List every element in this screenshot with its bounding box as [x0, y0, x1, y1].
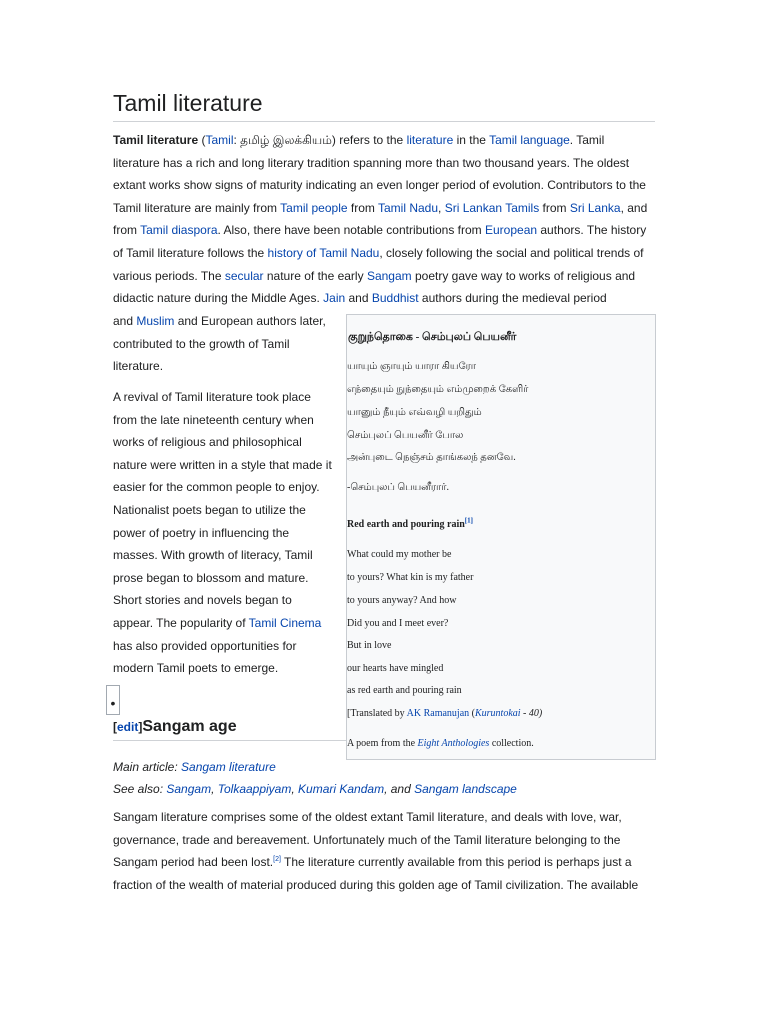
- lead-paragraph: Tamil literature (Tamil: தமிழ் இலக்கியம்) refers to the literature in the Tamil language. Tamil literature has a rich and long literary tradition spanning more than two thousand years. The oldest extant works show signs of maturity indicating an even longer period of evolution. Contributors to the Tamil literature are mainly from Tamil people from Tamil Nadu, Sri Lankan Tamils from Sri Lanka, and from Tamil diaspora. Also, there have been notable contributions from European authors. The history of Tamil literature follows the history of Tamil Nadu, closely following the social and political trends of various periods. The secular nature of the early Sangam poetry gave way to works of religious and didactic nature during the Middle Ages. Jain and Buddhist authors during the medieval period: [113, 133, 648, 306]
- link-sangam-literature[interactable]: Sangam literature: [181, 760, 276, 774]
- revival-paragraph: A revival of Tamil literature took place from the late nineteenth century when works of religious and philosophical nature were written in a style that made it easier for the common people to enjoy. Nationalist poets began to utilize the power of poetry in influencing the masses. With growth of literacy, Tamil prose began to blossom and mature. Short stories and novels began to appear. The popularity of Tamil Cinema has also provided opportunities for modern Tamil poets to emerge.: [113, 390, 332, 676]
- link-tamil-diaspora[interactable]: Tamil diaspora: [140, 223, 218, 238]
- lead-paragraph-continued: and Muslim and European authors later, contributed to the growth of Tamil literature.: [113, 314, 326, 374]
- link-sri-lankan-tamils[interactable]: Sri Lankan Tamils: [444, 200, 540, 215]
- poem-tamil-line: எந்தையும் நுந்தையும் எம்முறைக் கேளிர்: [347, 384, 529, 395]
- poem-english-line: But in love: [347, 640, 392, 651]
- poem-english-line: to yours anyway? And how: [347, 595, 457, 606]
- reference-2[interactable]: [2]: [273, 856, 281, 864]
- link-tamil-cinema[interactable]: Tamil Cinema: [248, 615, 322, 630]
- poem-english-title: Red earth and pouring rain[1]: [347, 516, 473, 530]
- link-ak-ramanujan[interactable]: AK Ramanujan: [406, 708, 470, 719]
- poem-caption: A poem from the Eight Anthologies collection.: [347, 738, 534, 749]
- link-european[interactable]: European: [485, 223, 538, 238]
- link-muslim[interactable]: Muslim: [136, 314, 175, 328]
- link-see-sangam[interactable]: Sangam: [166, 782, 212, 796]
- bullet-stub: •: [106, 685, 120, 715]
- poem-tamil-title: குறுந்தொகை - செம்புலப் பெயனீர்: [348, 331, 517, 343]
- link-secular[interactable]: secular: [224, 268, 264, 283]
- poem-english-line: as red earth and pouring rain: [347, 685, 462, 696]
- poem-english-line: our hearts have mingled: [347, 663, 444, 674]
- link-tamil[interactable]: Tamil: [205, 133, 234, 147]
- link-jain[interactable]: Jain: [323, 291, 346, 306]
- link-history-of-tamil-nadu[interactable]: history of Tamil Nadu: [267, 245, 380, 260]
- lead-bold-title: Tamil literature: [113, 133, 199, 147]
- poem-tamil-line: அன்புடை நெஞ்சம் தாங்கலந் தனவே.: [347, 452, 516, 463]
- hatnote-main-article: Main article: Sangam literature: [113, 760, 276, 774]
- poem-english-line: What could my mother be: [347, 549, 452, 560]
- link-buddhist[interactable]: Buddhist: [371, 291, 419, 306]
- reference-1[interactable]: [1]: [464, 516, 473, 525]
- sangam-paragraph: Sangam literature comprises some of the oldest extant Tamil literature, and deals with love, war, governance, trade and bereavement. Unfortunately much of the Tamil literature belonging to the Sangam period had been lost.[2] The literature currently available from this period is perhaps just a fraction of the wealth of material produced during this golden age of Tamil civilization. The available: [113, 810, 639, 892]
- poem-translation-credit: [Translated by AK Ramanujan (Kuruntokai - 40): [347, 708, 543, 719]
- link-kumari-kandam[interactable]: Kumari Kandam: [298, 782, 385, 796]
- link-eight-anthologies[interactable]: Eight Anthologies: [417, 738, 490, 749]
- link-literature[interactable]: literature: [406, 133, 454, 147]
- poem-tamil-author: -செம்புலப் பெயனீரார்.: [347, 482, 449, 493]
- link-tamil-language[interactable]: Tamil language: [489, 133, 570, 147]
- poem-tamil-line: யாயும் ஞாயும் யாரா கியரோ: [347, 361, 476, 372]
- link-tolkaappiyam[interactable]: Tolkaappiyam: [217, 782, 292, 796]
- poem-tamil-line: செம்புலப் பெயனீர் போல: [347, 430, 464, 441]
- poem-tamil-line: யானும் நீயும் எவ்வழி யறிதும்: [347, 407, 482, 418]
- link-tamil-nadu[interactable]: Tamil Nadu: [378, 200, 439, 215]
- link-tamil-people[interactable]: Tamil people: [280, 200, 348, 215]
- poem-box: [346, 314, 656, 760]
- hatnote-see-also: See also: Sangam, Tolkaappiyam, Kumari Kandam, and Sangam landscape: [113, 782, 517, 796]
- link-sangam-landscape[interactable]: Sangam landscape: [414, 782, 517, 796]
- section-heading-sangam-age: [edit]Sangam age: [113, 716, 348, 741]
- edit-link[interactable]: edit: [117, 720, 139, 734]
- link-sri-lanka[interactable]: Sri Lanka: [569, 200, 621, 215]
- poem-english-line: Did you and I meet ever?: [347, 618, 449, 629]
- link-sangam[interactable]: Sangam: [366, 268, 412, 283]
- link-kuruntokai[interactable]: Kuruntokai: [474, 708, 521, 719]
- page-title: Tamil literature: [113, 88, 655, 122]
- section-heading-text: Sangam age: [142, 718, 237, 735]
- poem-english-line: to yours? What kin is my father: [347, 572, 474, 583]
